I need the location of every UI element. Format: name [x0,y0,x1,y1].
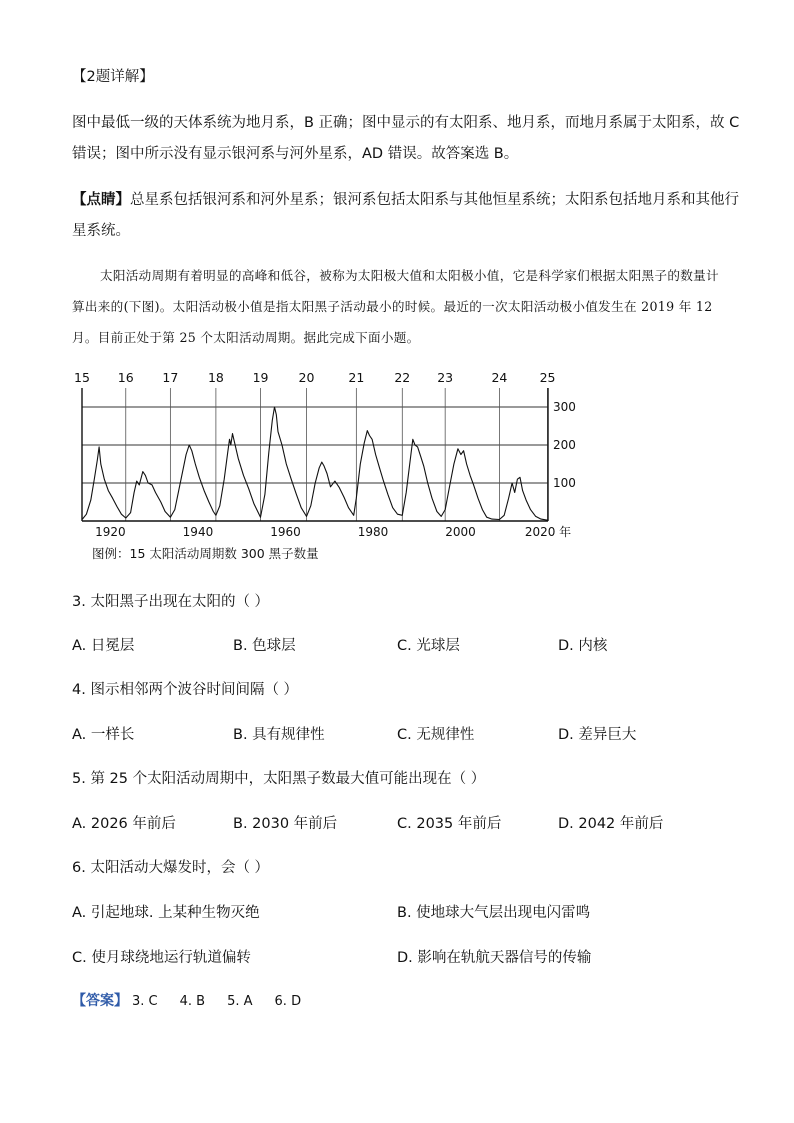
cycle-label: 25 [539,370,556,385]
section-heading: 【2题详解】 [72,69,154,85]
x-tick-label: 2000 [445,525,476,538]
cycle-label: 20 [298,370,315,385]
tip-line-1 [72,190,739,210]
cycle-label: 18 [207,370,224,385]
question-5-stem: 5. 第 25 个太阳活动周期中，太阳黑子数最大值可能出现在（ ） [72,771,486,787]
question-5-option-a[interactable]: A. 2026 年前后 [72,816,176,832]
y-tick-label: 100 [553,476,576,490]
answer-item: 4. B [179,994,206,1009]
x-tick-label: 1980 [357,525,389,538]
question-5-option-c[interactable]: C. 2035 年前后 [397,816,502,832]
cycle-label: 24 [491,370,508,385]
cycle-label: 17 [162,370,179,385]
question-6-option-a[interactable]: A. 引起地球. 上某种生物灭绝 [72,905,260,921]
chart-legend: 图例：15 太阳活动周期数 300 黑子数量 [92,546,319,561]
tip-line-2: 星系统。 [72,223,130,239]
x-tick-label: 2020 年 [524,525,572,538]
question-4-option-b[interactable]: B. 具有规律性 [233,727,325,743]
question-3-option-b[interactable]: B. 色球层 [233,638,296,654]
cycle-label: 23 [437,370,454,385]
sunspot-series-line [82,407,547,520]
tip-text: 总星系包括银河系和河外星系；银河系包括太阳系与其他恒星系统；太阳系包括地月系和其他行 [130,192,739,208]
question-6-stem: 6. 太阳活动大爆发时，会（ ） [72,860,270,876]
cycle-label: 21 [348,370,365,385]
question-3-option-a[interactable]: A. 日冕层 [72,638,135,654]
question-6-option-d[interactable]: D. 影响在轨航天器信号的传输 [397,950,592,966]
question-3-option-c[interactable]: C. 光球层 [397,638,460,654]
question-5-option-d[interactable]: D. 2042 年前后 [558,816,664,832]
intro-paragraph: 太阳活动周期有着明显的高峰和低谷，被称为太阳极大值和太阳极小值，它是科学家们根据太阳黑子的数量计算出来的(下图)。太阳活动极小值是指太阳黑子活动最小的时候。最近的一次太阳活动极小值发生在 2019 年 12 月。目前正处于第 25 个太阳活动周期。据此完成下面小题。 [72,268,719,345]
question-6-option-c[interactable]: C. 使月球绕地运行轨道偏转 [72,950,251,966]
question-3-stem: 3. 太阳黑子出现在太阳的（ ） [72,594,270,610]
answer-item: 3. C [132,994,158,1009]
cycle-label: 19 [252,370,269,385]
x-tick-label: 1920 [95,525,126,538]
cycle-label: 16 [117,370,134,385]
question-6-option-b[interactable]: B. 使地球大气层出现电闪雷鸣 [397,905,591,921]
x-tick-label: 1940 [182,525,214,538]
answer-tag: 【答案】 [72,993,128,1009]
tip-tag: 【点睛】 [72,192,130,208]
answer-line [72,990,301,1010]
cycle-label: 22 [394,370,411,385]
explanation-line-2: 错误；图中所示没有显示银河系与河外星系，AD 错误。故答案选 B。 [72,146,519,162]
sunspot-chart [68,368,588,538]
cycle-label: 15 [74,370,90,385]
x-tick-label: 1960 [270,525,301,538]
question-4-option-d[interactable]: D. 差异巨大 [558,727,637,743]
y-tick-label: 200 [553,438,576,452]
question-5-option-b[interactable]: B. 2030 年前后 [233,816,338,832]
explanation-line-1: 图中最低一级的天体系统为地月系，B 正确；图中显示的有太阳系、地月系，而地月系属于太阳系，故 C [72,115,740,131]
answer-item: 5. A [227,994,253,1009]
question-3-option-d[interactable]: D. 内核 [558,638,608,654]
y-tick-label: 300 [553,400,576,414]
question-4-option-c[interactable]: C. 无规律性 [397,727,475,743]
question-4-option-a[interactable]: A. 一样长 [72,727,135,743]
answer-item: 6. D [274,994,302,1009]
question-4-stem: 4. 图示相邻两个波谷时间间隔（ ） [72,682,299,698]
